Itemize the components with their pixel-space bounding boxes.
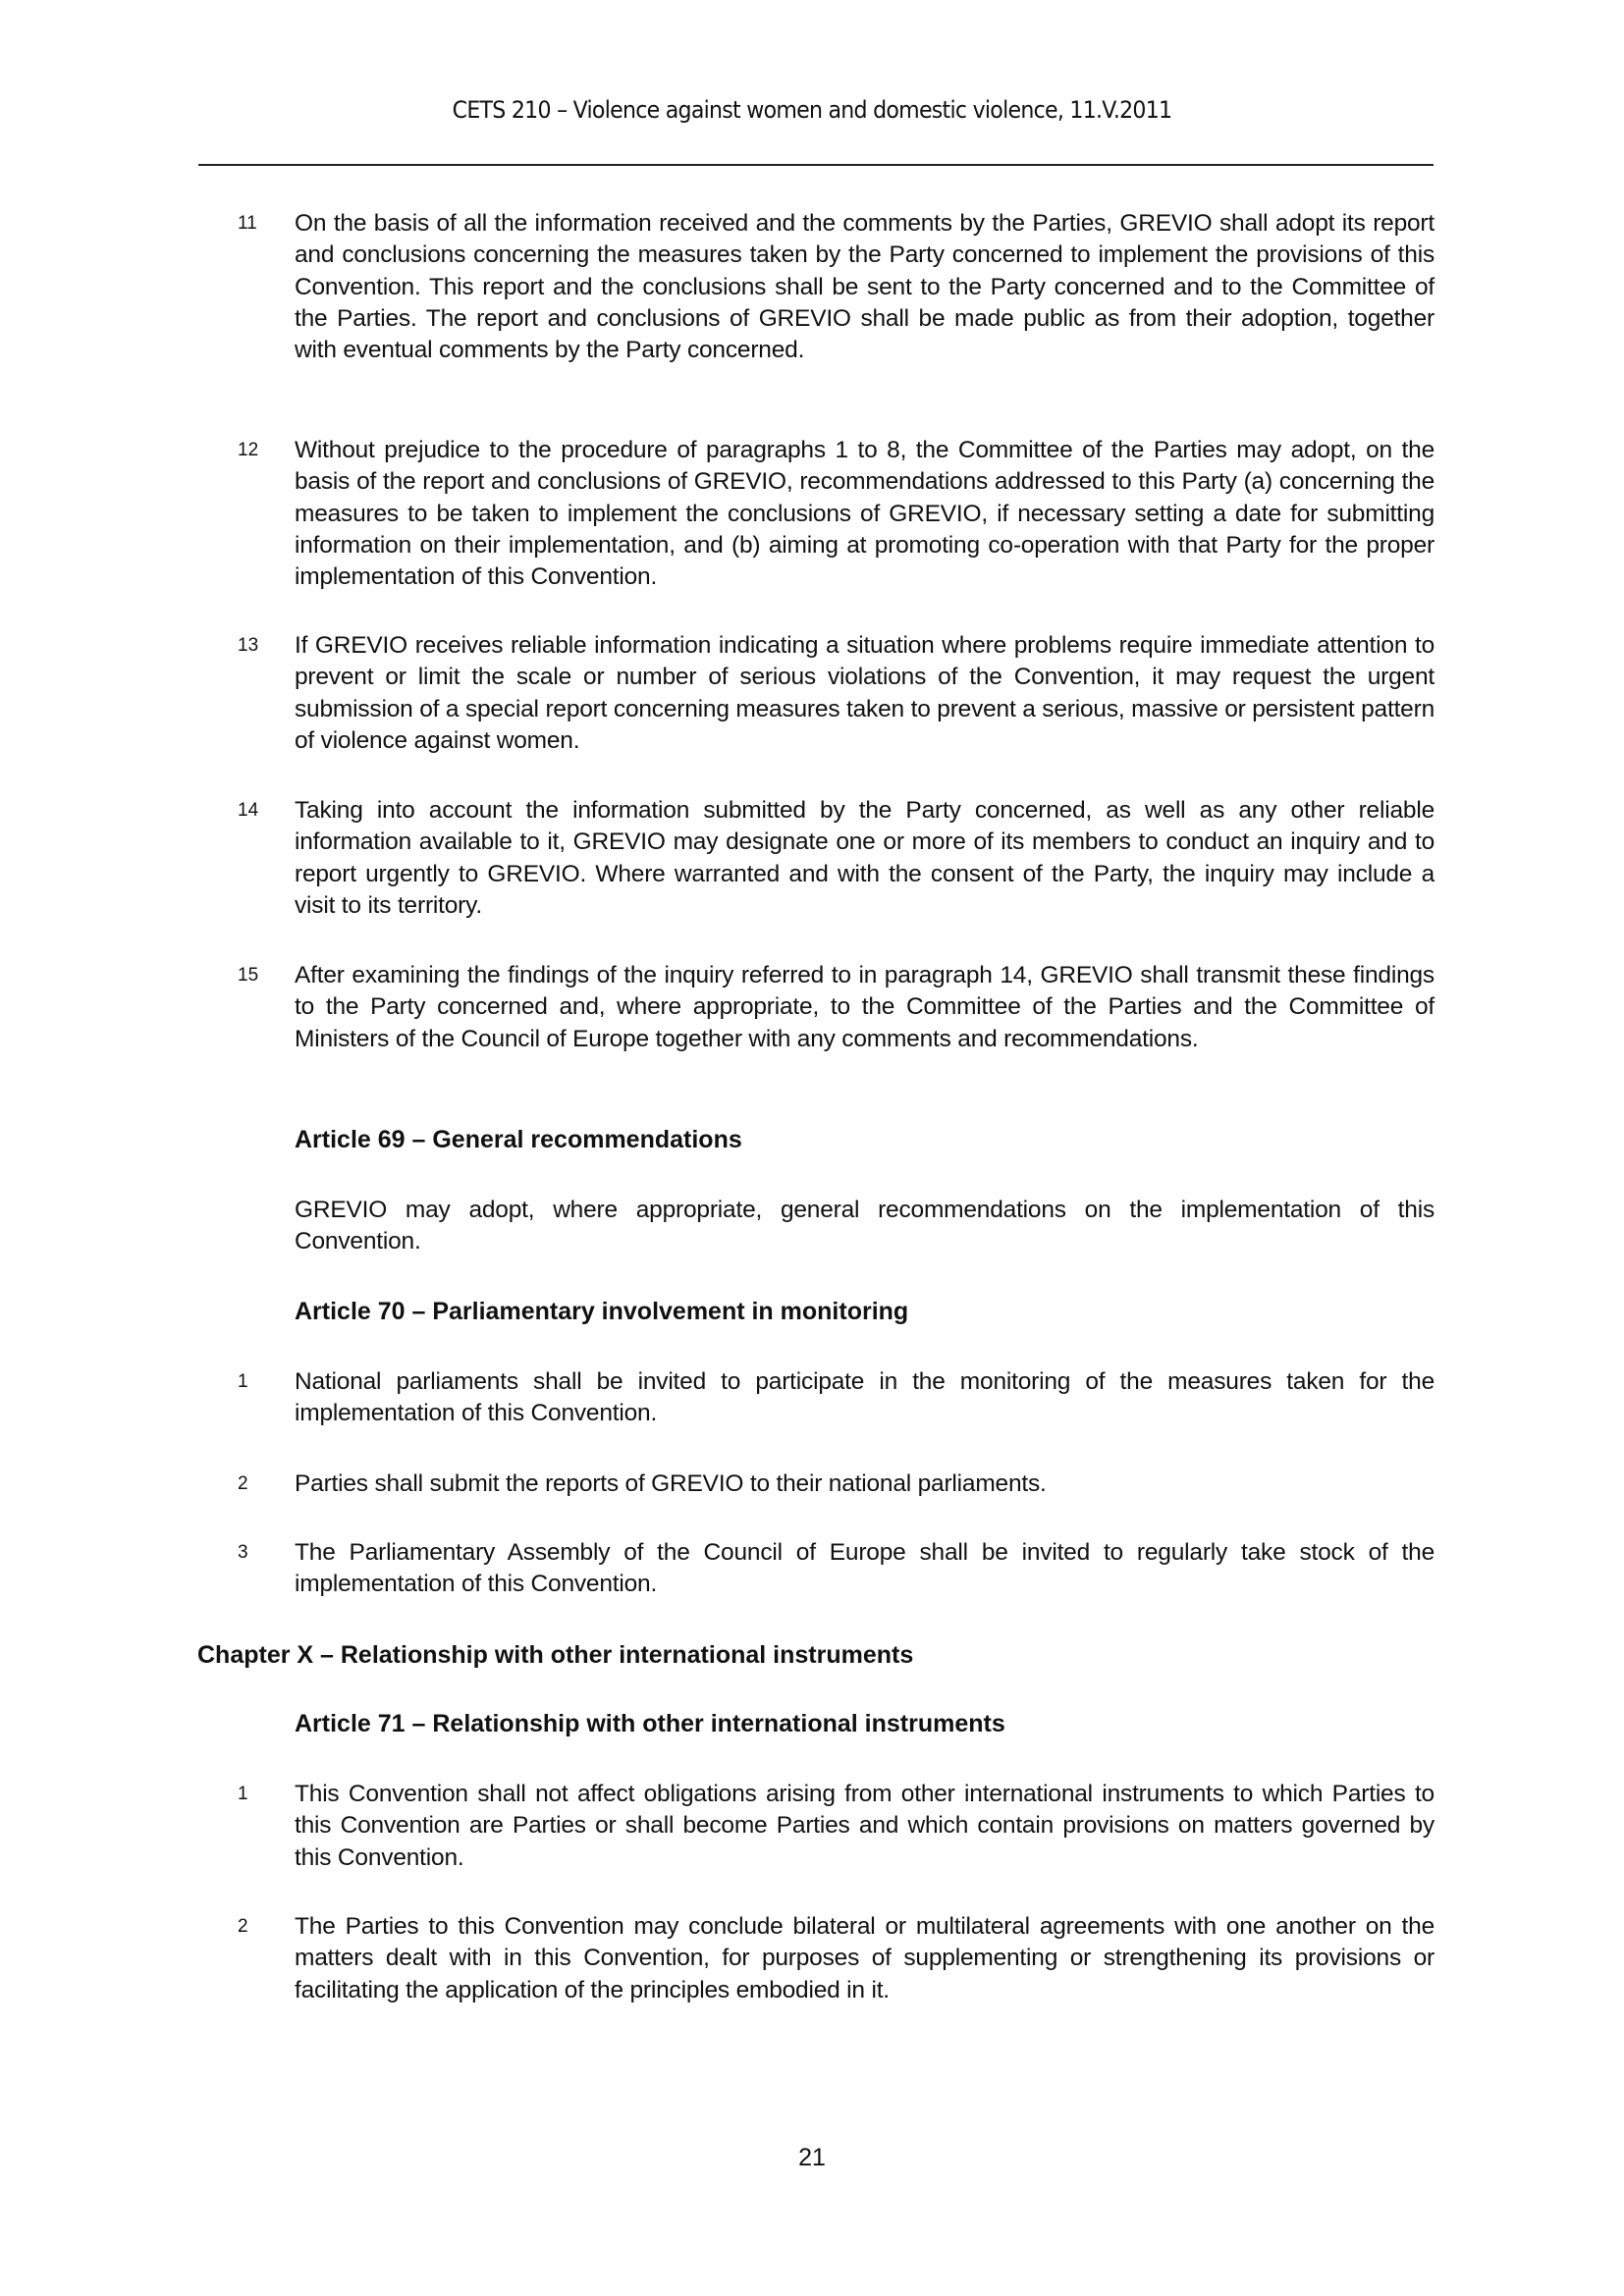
paragraph-number: 13 — [238, 635, 259, 656]
page-number: 21 — [798, 2144, 826, 2171]
paragraph-text: The Parties to this Convention may conclude bilateral or multilateral agreements with one another on the matters dealt with in this Convention, for purposes of supplementing or strengthening its provisions or facilitating the application of the principles embodied in it. — [295, 1913, 1435, 2003]
article-71-heading: Article 71 – Relationship with other international instruments — [295, 1710, 1005, 1737]
paragraph-text: This Convention shall not affect obligations arising from other international instruments to which Parties to this Convention are Parties or shall become Parties and which contain provisions on matters governed by this Convention. — [295, 1781, 1435, 1871]
paragraph-text: National parliaments shall be invited to participate in the monitoring of the measures taken for the implementation of this Convention. — [295, 1368, 1435, 1427]
article-69-heading: Article 69 – General recommendations — [295, 1126, 742, 1153]
article-70-heading: Article 70 – Parliamentary involvement in monitoring — [295, 1298, 909, 1325]
paragraph-number: 12 — [238, 440, 259, 460]
paragraph-text: Parties shall submit the reports of GREVIO to their national parliaments. — [295, 1470, 1047, 1497]
paragraph-text: On the basis of all the information received and the comments by the Parties, GREVIO shall adopt its report and conclusions concerning the measures taken by the Party concerned to implement the provisions of this Convention. This report and the conclusions shall be sent to the Party concerned and to the Committee of the Parties. The report and conclusions of GREVIO shall be made public as from their adoption, together with eventual comments by the Party concerned. — [295, 210, 1435, 364]
paragraph-number: 2 — [238, 1473, 248, 1494]
paragraph-number: 2 — [238, 1916, 248, 1937]
running-header: CETS 210 – Violence against women and domestic violence, 11.V.2011 — [452, 96, 1172, 124]
paragraph-number: 14 — [238, 800, 259, 821]
article-69-text: GREVIO may adopt, where appropriate, general recommendations on the implementation of this Convention. — [295, 1197, 1435, 1255]
paragraph-text: After examining the findings of the inquiry referred to in paragraph 14, GREVIO shall transmit these findings to the Party concerned and, where appropriate, to the Committee of the Parties and the Committee of Ministers of the Council of Europe together with any comments and recommendations. — [295, 962, 1435, 1052]
paragraph-number: 3 — [238, 1542, 248, 1563]
paragraph-number: 15 — [238, 965, 259, 986]
paragraph-number: 1 — [238, 1371, 248, 1392]
paragraph-text: Without prejudice to the procedure of paragraphs 1 to 8, the Committee of the Parties may adopt, on the basis of the report and conclusions of GREVIO, recommendations addressed to this Party (a) concerning the measures to be taken to implement the conclusions of GREVIO, if necessary setting a date for submitting information on their implementation, and (b) aiming at promoting co-operation with that Party for the proper implementation of this Convention. — [295, 437, 1435, 591]
paragraph-number: 1 — [238, 1784, 248, 1804]
paragraph-text: If GREVIO receives reliable information indicating a situation where problems require immediate attention to prevent or limit the scale or number of serious violations of the Convention, it may request the urgent submission of a special report concerning measures taken to prevent a serious, massive or persistent pattern of violence against women. — [295, 632, 1435, 754]
paragraph-text: Taking into account the information submitted by the Party concerned, as well as any other reliable information available to it, GREVIO may designate one or more of its members to conduct an inquiry and to report urgently to GREVIO. Where warranted and with the consent of the Party, the inquiry may include a visit to its territory. — [295, 797, 1435, 919]
paragraph-number: 11 — [238, 213, 257, 234]
paragraph-text: The Parliamentary Assembly of the Council of Europe shall be invited to regularly take stock of the implementation of this Convention. — [295, 1539, 1435, 1598]
header-rule — [198, 164, 1434, 166]
chapter-heading: Chapter X – Relationship with other international instruments — [197, 1641, 914, 1669]
